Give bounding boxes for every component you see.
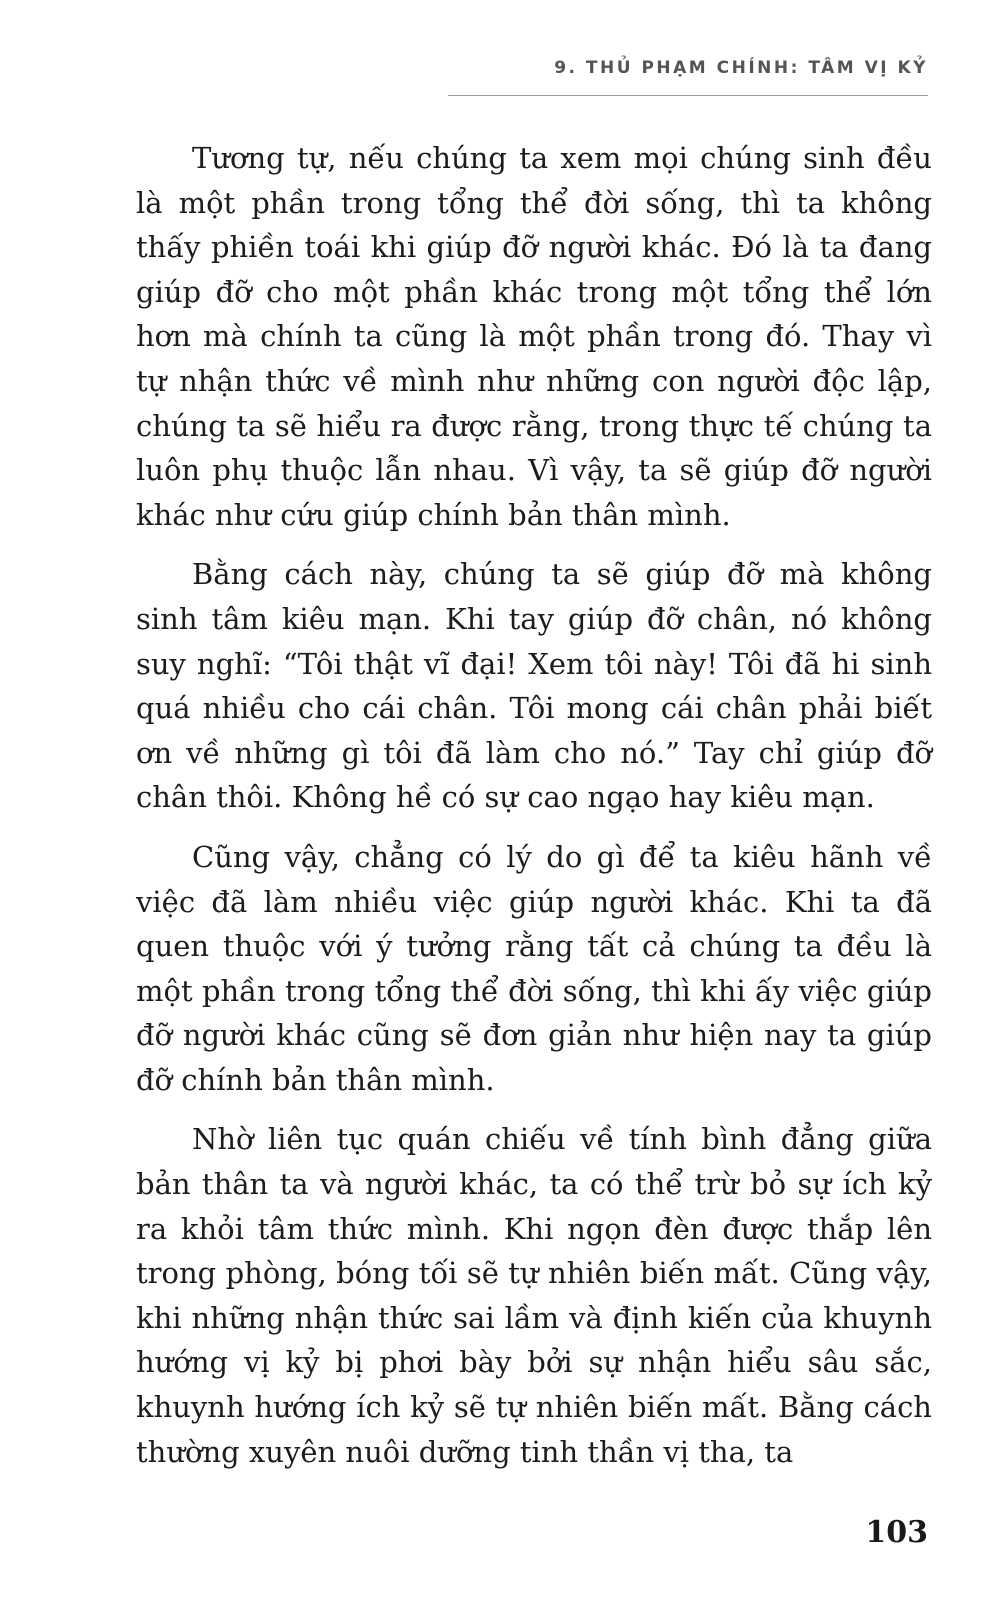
page-number: 103	[865, 1515, 928, 1550]
paragraph-4: Nhờ liên tục quán chiếu về tính bình đẳng giữa bản thân ta và người khác, ta có thể trừ bỏ sự ích kỷ ra khỏi tâm thức mình. Khi ngọn đèn được thắp lên trong phòng, bóng tối sẽ tự nhiên biến mất. Cũng vậy, khi những nhận thức sai lầm và định kiến của khuynh hướng vị kỷ bị phơi bày bởi sự nhận hiểu sâu sắc, khuynh hướng ích kỷ sẽ tự nhiên biến mất. Bằng cách thường xuyên nuôi dưỡng tinh thần vị tha, ta	[136, 1122, 932, 1469]
header-divider	[448, 95, 928, 96]
paragraph-1: Tương tự, nếu chúng ta xem mọi chúng sinh đều là một phần trong tổng thể đời sống, thì ta không thấy phiền toái khi giúp đỡ người khác. Đó là ta đang giúp đỡ cho một phần khác trong một tổng thể lớn hơn mà chính ta cũng là một phần trong đó. Thay vì tự nhận thức về mình như những con người độc lập, chúng ta sẽ hiểu ra được rằng, trong thực tế chúng ta luôn phụ thuộc lẫn nhau. Vì vậy, ta sẽ giúp đỡ người khác như cứu giúp chính bản thân mình.	[136, 141, 932, 532]
running-header: 9. THỦ PHẠM CHÍNH: TÂM VỊ KỶ	[554, 58, 928, 78]
body-text	[136, 136, 932, 1489]
paragraph-2: Bằng cách này, chúng ta sẽ giúp đỡ mà không sinh tâm kiêu mạn. Khi tay giúp đỡ chân, nó không suy nghĩ: “Tôi thật vĩ đại! Xem tôi này! Tôi đã hi sinh quá nhiều cho cái chân. Tôi mong cái chân phải biết ơn về những gì tôi đã làm cho nó.” Tay chỉ giúp đỡ chân thôi. Không hề có sự cao ngạo hay kiêu mạn.	[136, 557, 932, 815]
paragraph-3: Cũng vậy, chẳng có lý do gì để ta kiêu hãnh về việc đã làm nhiều việc giúp người khác. Khi ta đã quen thuộc với ý tưởng rằng tất cả chúng ta đều là một phần trong tổng thể đời sống, thì khi ấy việc giúp đỡ người khác cũng sẽ đơn giản như hiện nay ta giúp đỡ chính bản thân mình.	[136, 839, 932, 1097]
